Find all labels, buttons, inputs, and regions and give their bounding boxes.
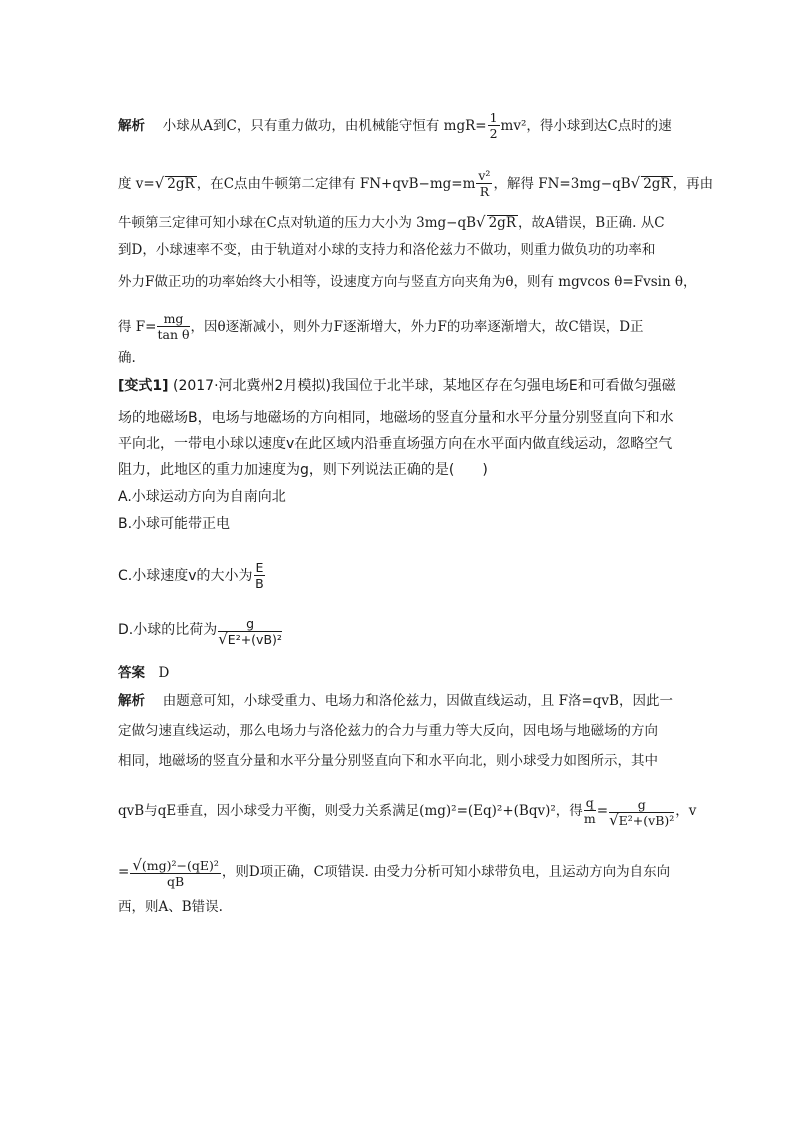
fraction-g-over-sqrt-2: $\frac{g}{\text{√E²+(vB)²}}$ bbox=[609, 797, 675, 829]
sqrt-icon: √ bbox=[218, 630, 228, 648]
sqrt-icon: √ bbox=[630, 174, 641, 192]
fraction-mg-over-tan: $\frac{mg}{\text{tan θ}}$ bbox=[157, 311, 190, 342]
option-c: C.小球速度v的大小为 $\frac{E}{B}$ bbox=[118, 560, 264, 591]
analysis1-line6: 得 F= $\frac{mg}{\text{tan θ}}$ ，因θ逐渐减小，则外力F逐渐增大，外力F的功率逐渐增大，故C错误，D正 bbox=[118, 311, 644, 342]
sqrt-icon: √ bbox=[132, 856, 142, 874]
analysis2-line6: 西，则A、B错误. bbox=[118, 899, 223, 915]
sqrt-icon: √ bbox=[609, 811, 619, 829]
analysis2-line1: 解析 由题意可知，小球受重力、电场力和洛伦兹力，因做直线运动，且 F洛=qvB，因此一 bbox=[118, 693, 673, 709]
analysis1-label: 解析 bbox=[118, 118, 145, 134]
analysis1-line1-text: 小球从A到C，只有重力做功，由机械能守恒有 mgR= bbox=[162, 118, 487, 134]
fraction-q-over-m: $\frac{q}{m}$ bbox=[583, 795, 596, 826]
option-d: D.小球的比荷为 $\frac{g}{\text{√E²+(vB)²}}$ bbox=[118, 616, 282, 648]
answer-label: 答案 bbox=[118, 665, 145, 681]
analysis1-line4: 到D，小球速率不变，由于轨道对小球的支持力和洛伦兹力不做功，则重力做负功的功率和 bbox=[118, 242, 656, 258]
fraction-g-over-sqrt: $\frac{g}{\text{√E²+(vB)²}}$ bbox=[218, 616, 282, 648]
analysis2-line4: qvB与qE垂直，因小球受力平衡，则受力关系满足(mg)²=(Eq)²+(Bqv)²，得 $\frac{q}{m}$ = $\frac{g}{\text{√E²+(vB)²}}$ ，v bbox=[118, 795, 697, 829]
variant-line4: 阻力，此地区的重力加速度为g，则下列说法正确的是( ) bbox=[118, 462, 488, 478]
fraction-half: $\frac{1}{2}$ bbox=[489, 110, 498, 141]
sqrt-icon: √ bbox=[476, 213, 486, 231]
answer-line bbox=[118, 663, 678, 683]
sqrt-icon: √ bbox=[154, 174, 165, 192]
analysis1-line7: 确. bbox=[118, 350, 136, 366]
option-b: B.小球可能带正电 bbox=[118, 516, 231, 532]
analysis1-line2: 度 v=√ 2gR ，在C点由牛顿第二定律有 FN+qvB−mg=m $\frac{\text{v²}}{R}$ ，解得 FN=3mg−qB√ 2gR ，再由 bbox=[118, 168, 714, 199]
variant-line1: [变式1] (2017·河北冀州2月模拟)我国位于北半球，某地区存在匀强电场E和可看做匀强磁 bbox=[118, 378, 676, 394]
fraction-v-expression: $\frac{\text{√(mg)²−(qE)²}}{qB}$ bbox=[132, 856, 219, 889]
fraction-v2-over-r: $\frac{\text{v²}}{R}$ bbox=[478, 168, 491, 199]
option-a: A.小球运动方向为自南向北 bbox=[118, 489, 286, 505]
analysis1-line1-after: mv²，得小球到达C点时的速 bbox=[500, 118, 672, 134]
analysis1-line5: 外力F做正功的功率始终大小相等，设速度方向与竖直方向夹角为θ，则有 mgvcos θ=Fvsin θ， bbox=[118, 274, 697, 290]
variant-line3: 平向北，一带电小球以速度v在此区域内沿垂直场强方向在水平面内做直线运动，忽略空气 bbox=[118, 436, 673, 452]
analysis2-line2: 定做匀速直线运动，那么电场力与洛伦兹力的合力与重力等大反向，因电场与地磁场的方向 bbox=[118, 723, 658, 739]
answer-value: D bbox=[158, 665, 170, 681]
analysis2-label: 解析 bbox=[118, 693, 145, 709]
variant-line2: 场的地磁场B，电场与地磁场的方向相同，地磁场的竖直分量和水平分量分别竖直向下和水 bbox=[118, 410, 674, 426]
fraction-e-over-b: $\frac{E}{B}$ bbox=[255, 560, 264, 591]
analysis2-line3: 相同，地磁场的竖直分量和水平分量分别竖直向下和水平向北，则小球受力如图所示，其中 bbox=[118, 753, 658, 769]
variant-tag: [变式1] bbox=[118, 378, 169, 394]
analysis1-line1 bbox=[118, 110, 678, 141]
sqrt-expression: 2gR bbox=[167, 176, 195, 192]
analysis1-line3: 牛顿第三定律可知小球在C点对轨道的压力大小为 3mg−qB√ 2gR ，故A错误，B正确. 从C bbox=[118, 213, 665, 231]
analysis2-line5: = $\frac{\text{√(mg)²−(qE)²}}{qB}$ ，则D项正确，C项错误. 由受力分析可知小球带负电，且运动方向为自东向 bbox=[118, 856, 671, 889]
